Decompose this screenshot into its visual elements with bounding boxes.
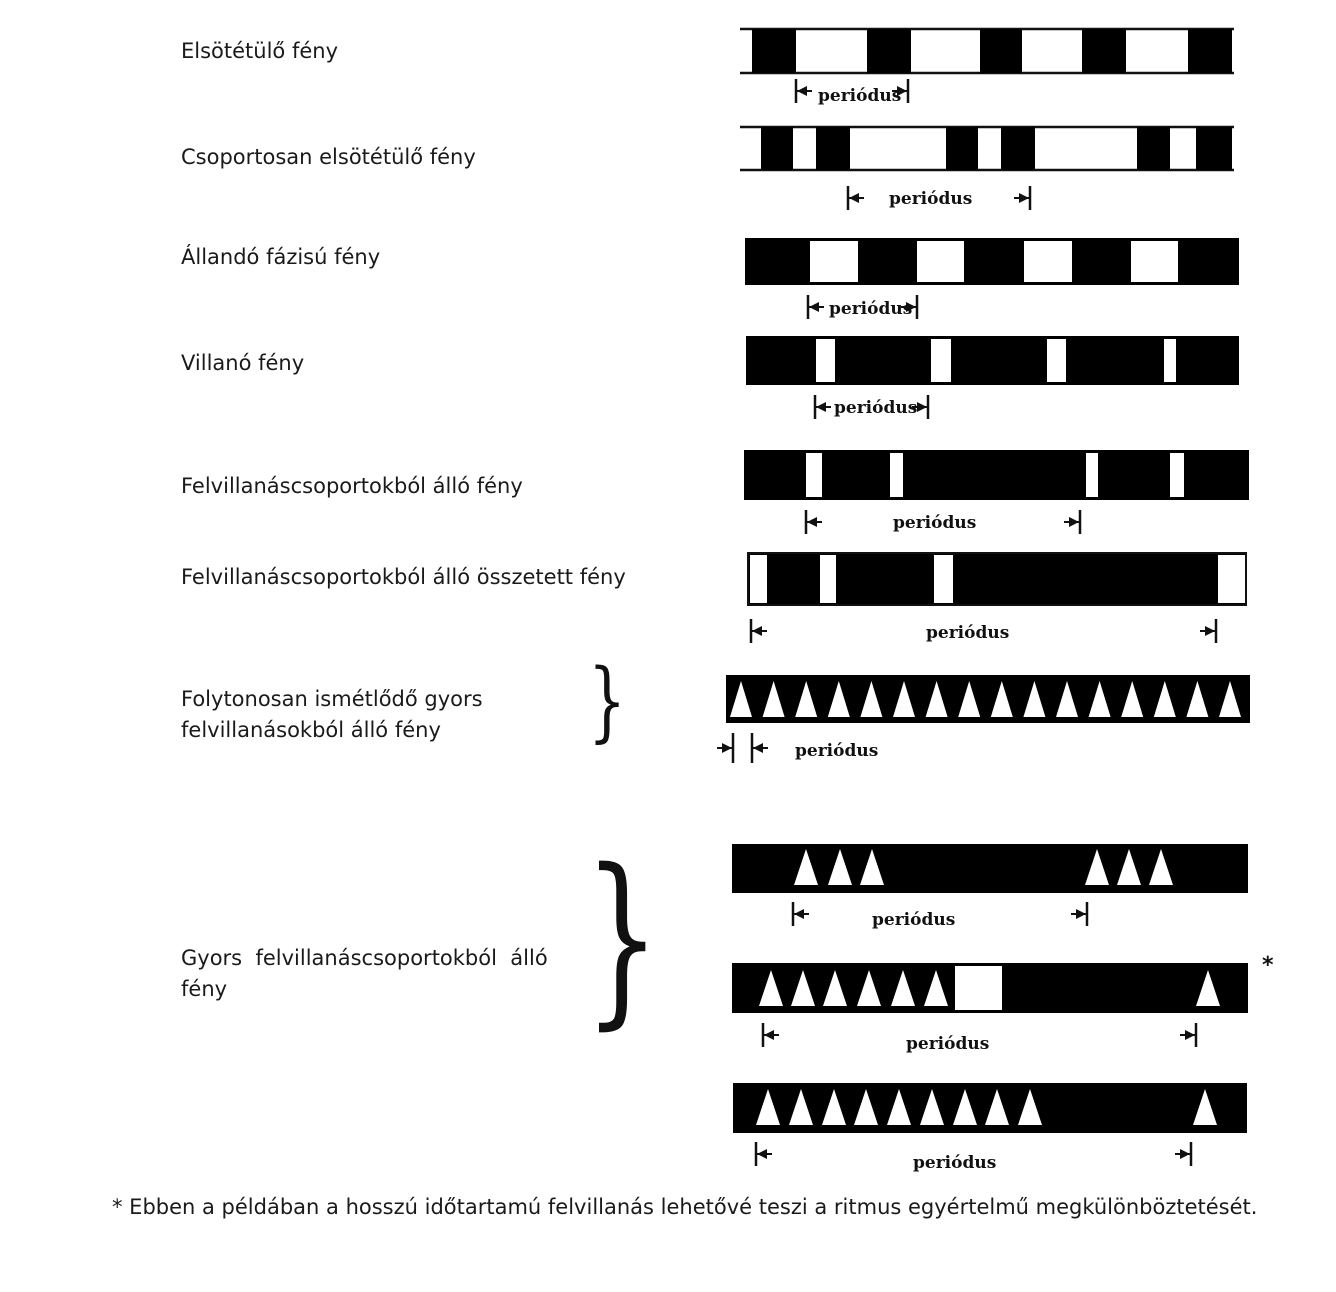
footnote: * Ebben a példában a hosszú időtartamú felvillanás lehetővé teszi a ritmus egyértelmű megkülönböztetését.	[112, 1195, 1258, 1219]
flash-segment	[816, 339, 835, 382]
dark-segment	[946, 127, 978, 170]
flash-segment	[931, 339, 951, 382]
dark-segment	[752, 29, 796, 73]
light-segment	[1024, 241, 1072, 282]
flash-segment	[890, 453, 903, 497]
dark-segment	[1188, 29, 1232, 73]
flash-segment	[1164, 339, 1176, 382]
period-label: periódus	[926, 623, 1010, 643]
dark-segment	[816, 127, 850, 170]
label-group-quick-light: Gyors felvillanáscsoportokból álló fény	[181, 946, 548, 1001]
dark-segment	[1137, 127, 1170, 170]
dark-segment	[1196, 127, 1232, 170]
period-label: periódus	[818, 86, 902, 106]
flash-segment	[1047, 339, 1066, 382]
flash-segment	[934, 555, 953, 603]
label-continuous-quick-light: Folytonosan ismétlődő gyors felvillanásokból álló fény	[181, 687, 483, 742]
flash-segment	[820, 555, 836, 603]
flash-segment	[1086, 453, 1098, 497]
label-group-occulting-light: Csoportosan elsötétülő fény	[181, 145, 476, 169]
flash-segment	[1170, 453, 1184, 497]
flash-segment	[750, 555, 767, 603]
period-label: periódus	[889, 189, 973, 209]
footnote-marker: *	[1262, 953, 1274, 978]
light-bar	[733, 1083, 1247, 1133]
dark-segment	[867, 29, 911, 73]
period-label: periódus	[829, 299, 913, 319]
period-label: periódus	[906, 1034, 990, 1054]
flash-segment	[1218, 555, 1245, 603]
flash-segment	[806, 453, 822, 497]
dark-segment	[761, 127, 793, 170]
dark-segment	[1001, 127, 1035, 170]
period-label: periódus	[872, 910, 956, 930]
label-isophase-light: Állandó fázisú fény	[181, 245, 381, 269]
label-composite-group-flashing-light: Felvillanáscsoportokból álló összetett fény	[181, 565, 626, 589]
long-flash-segment	[955, 966, 1002, 1010]
dark-segment	[1082, 29, 1126, 73]
label-occulting-light: Elsötétülő fény	[181, 39, 338, 63]
period-label: periódus	[834, 398, 918, 418]
brace-small: }	[588, 651, 627, 753]
light-segment	[917, 241, 964, 282]
light-segment	[1131, 241, 1178, 282]
light-segment	[810, 241, 858, 282]
dark-segment	[980, 29, 1022, 73]
period-label: periódus	[913, 1153, 997, 1173]
label-group-flashing-light: Felvillanáscsoportokból álló fény	[181, 474, 523, 498]
label-flashing-light: Villanó fény	[181, 351, 305, 375]
period-label: periódus	[795, 741, 879, 761]
period-label: periódus	[893, 513, 977, 533]
brace-large: }	[584, 831, 661, 1047]
